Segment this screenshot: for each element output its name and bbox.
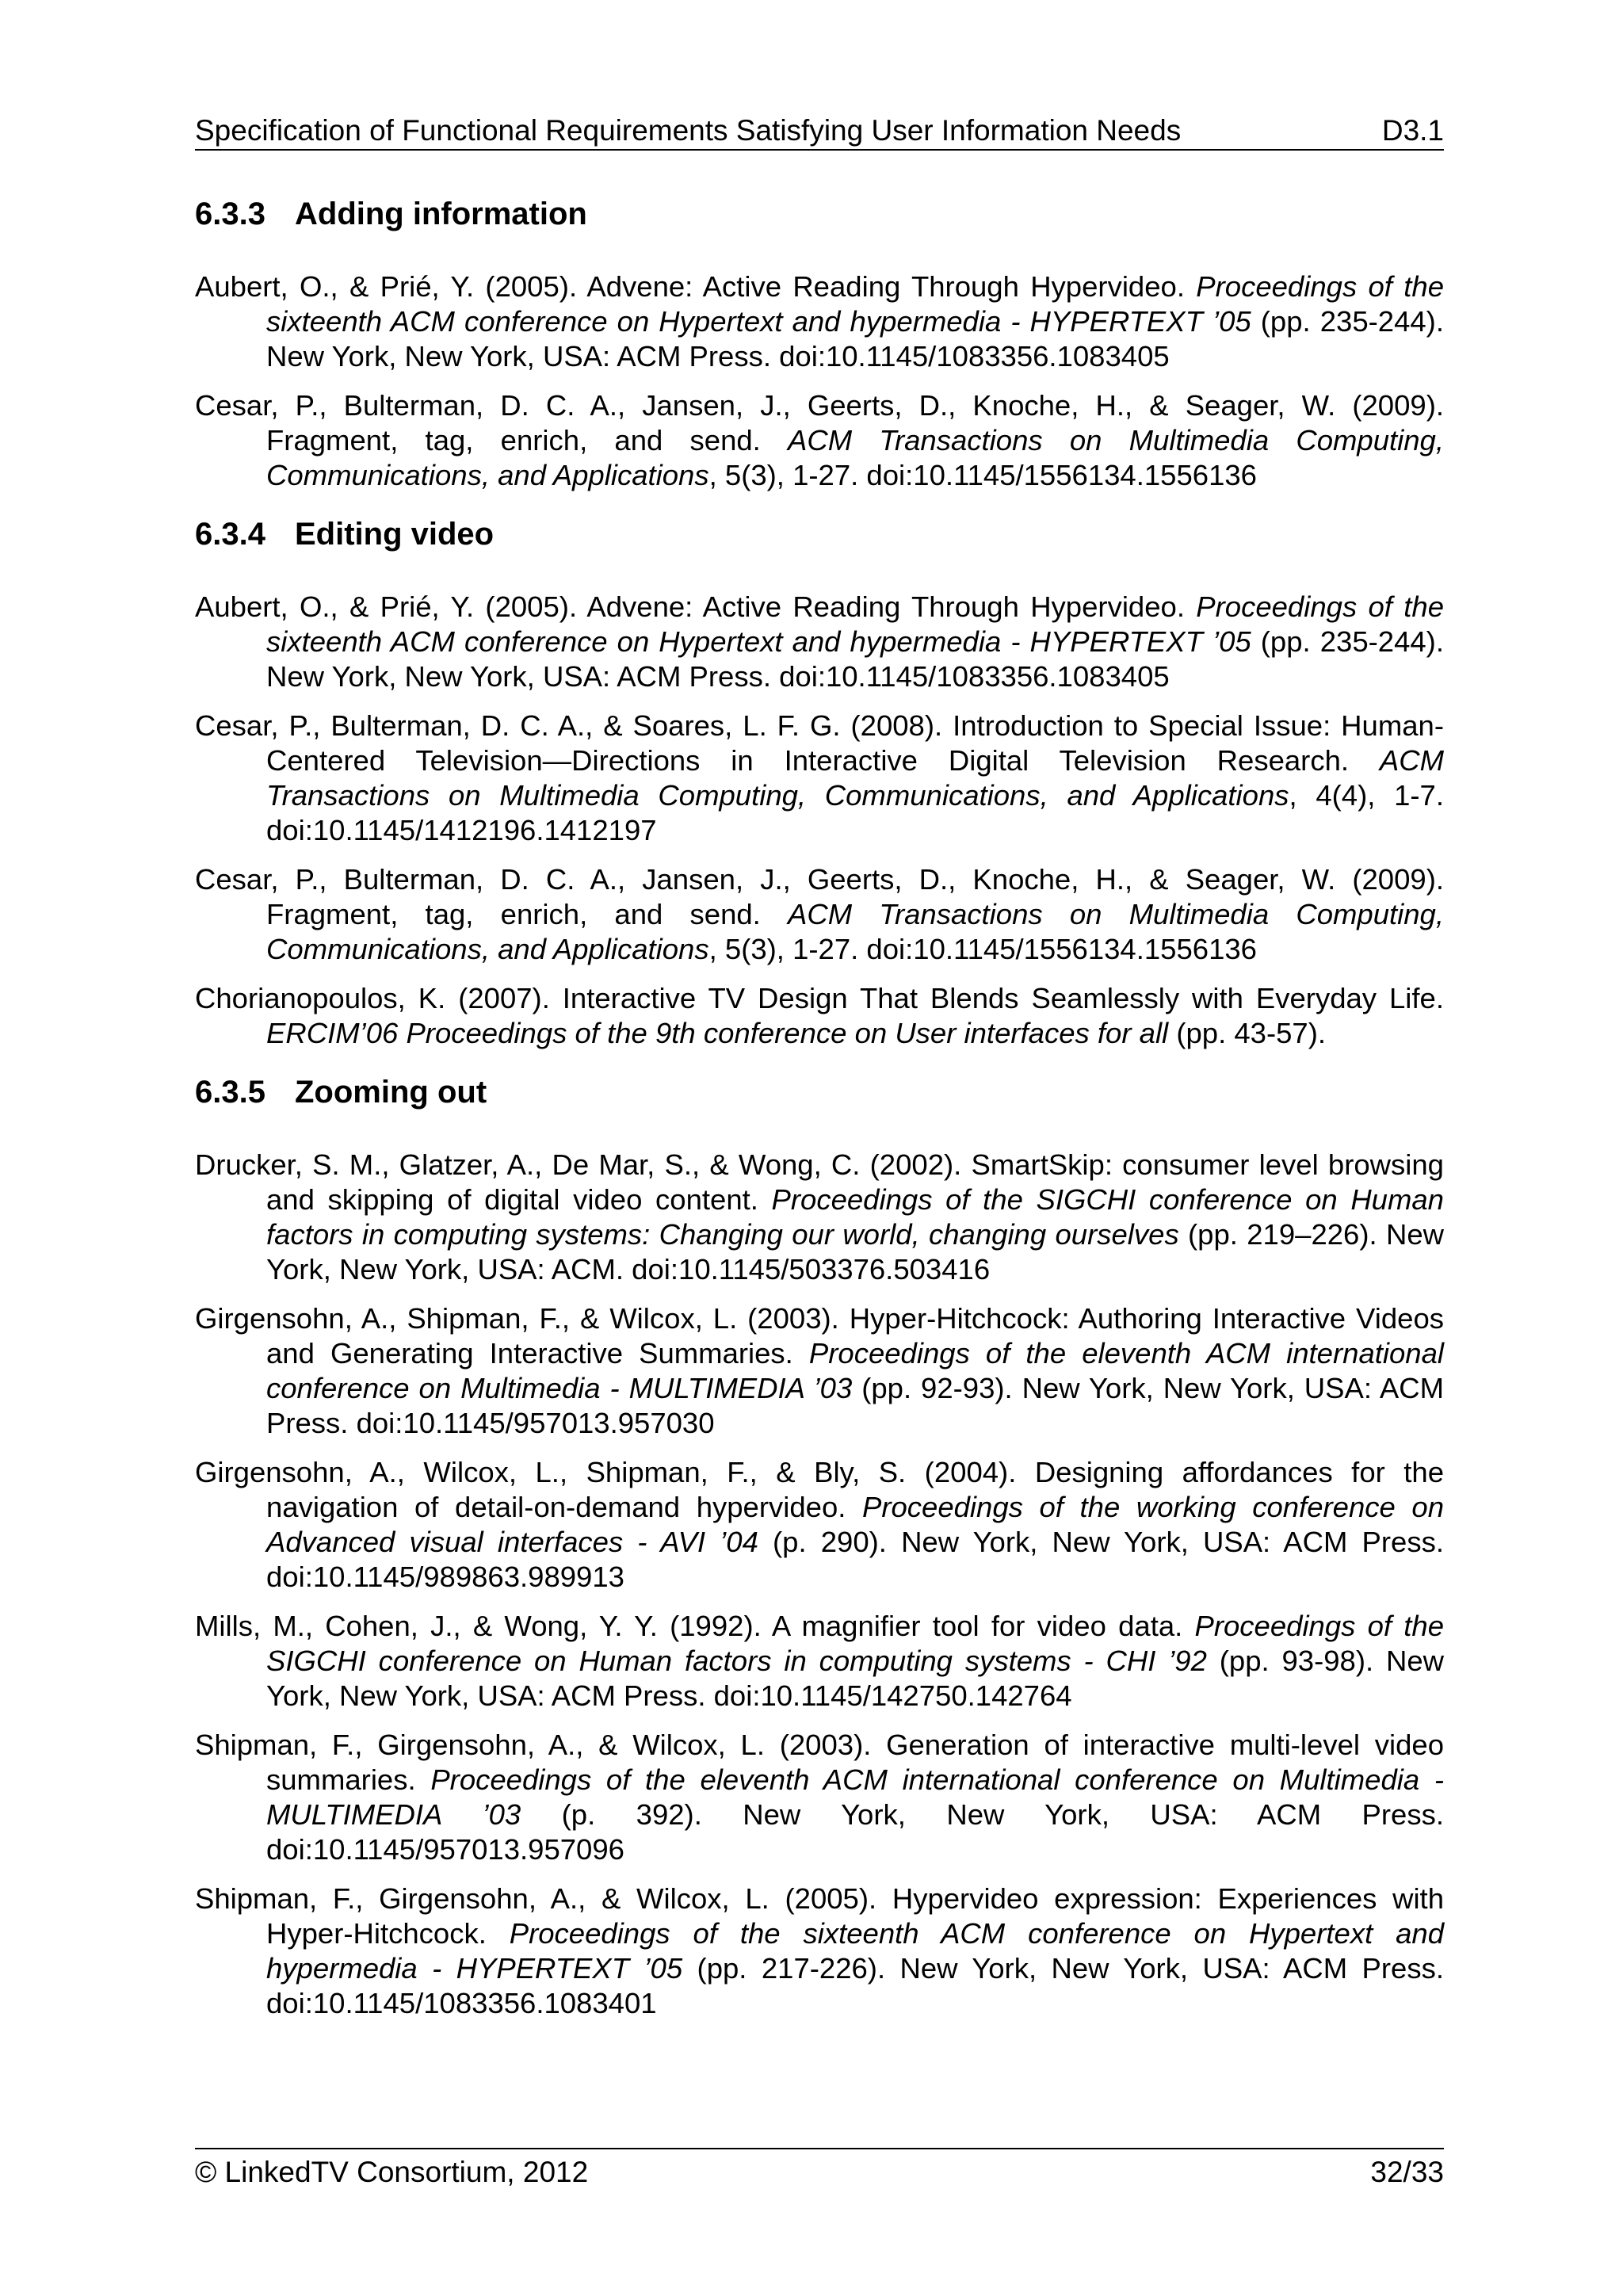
reference-entry: Cesar, P., Bulterman, D. C. A., Jansen, J., Geerts, D., Knoche, H., & Seager, W. (2009). Fragment, tag, enrich, and send. ACM Transactions on Multimedia Computing, Communications, and Applications, 5(3), 1-27. doi:10.1145/1556134.1556136 [195, 389, 1444, 491]
reference-entry: Girgensohn, A., Wilcox, L., Shipman, F., & Bly, S. (2004). Designing affordances for the navigation of detail-on-demand hypervideo. Proceedings of the working conference on Advanced visual interfaces - AVI ’04 (p. 290). New York, New York, USA: ACM Press. doi:10.1145/989863.989913 [195, 1456, 1444, 1593]
page-number: 32/33 [1370, 2156, 1444, 2188]
page-header [195, 111, 1444, 151]
document-id: D3.1 [1381, 114, 1444, 147]
references-content [195, 193, 1444, 2042]
reference-entry: Girgensohn, A., Shipman, F., & Wilcox, L. (2003). Hyper-Hitchcock: Authoring Interactive Videos and Generating Interactive Summaries. Proceedings of the eleventh ACM international conference on Multimedia - MULTIMEDIA ’03 (pp. 92-93). New York, New York, USA: ACM Press. doi:10.1145/957013.957030 [195, 1302, 1444, 1439]
document-title: Specification of Functional Requirements Satisfying User Information Needs [195, 114, 1182, 147]
copyright-notice: © LinkedTV Consortium, 2012 [195, 2156, 589, 2188]
section-adding-information [195, 193, 1444, 493]
section-heading: 6.3.5 Zooming out [195, 1075, 487, 1110]
page-footer [195, 2148, 1444, 2189]
section-heading: 6.3.4 Editing video [195, 517, 495, 552]
reference-entry: Drucker, S. M., Glatzer, A., De Mar, S., & Wong, C. (2002). SmartSkip: consumer level browsing and skipping of digital video content. Proceedings of the SIGCHI conference on Human factors in computing systems: Changing our world, changing ourselves (pp. 219–226). New York, New York, USA: ACM. doi:10.1145/503376.503416 [195, 1148, 1444, 1286]
reference-entry: Aubert, O., & Prié, Y. (2005). Advene: Active Reading Through Hypervideo. Proceedings of the sixteenth ACM conference on Hypertext and hypermedia - HYPERTEXT ’05 (pp. 235-244). New York, New York, USA: ACM Press. doi:10.1145/1083356.1083405 [195, 590, 1444, 693]
reference-entry: Cesar, P., Bulterman, D. C. A., & Soares, L. F. G. (2008). Introduction to Special Issue: Human-Centered Television—Directions in Interactive Digital Television Research. ACM Transactions on Multimedia Computing, Communications, and Applications, 4(4), 1-7. doi:10.1145/1412196.1412197 [195, 709, 1444, 846]
reference-entry: Mills, M., Cohen, J., & Wong, Y. Y. (1992). A magnifier tool for video data. Proceedings of the SIGCHI conference on Human factors in computing systems - CHI ’92 (pp. 93-98). New York, New York, USA: ACM Press. doi:10.1145/142750.142764 [195, 1610, 1445, 1712]
section-zooming-out [195, 1072, 1444, 2021]
section-editing-video [195, 514, 1444, 1051]
reference-entry: Cesar, P., Bulterman, D. C. A., Jansen, J., Geerts, D., Knoche, H., & Seager, W. (2009). Fragment, tag, enrich, and send. ACM Transactions on Multimedia Computing, Communications, and Applications, 5(3), 1-27. doi:10.1145/1556134.1556136 [195, 863, 1444, 965]
reference-entry: Aubert, O., & Prié, Y. (2005). Advene: Active Reading Through Hypervideo. Proceedings of the sixteenth ACM conference on Hypertext and hypermedia - HYPERTEXT ’05 (pp. 235-244). New York, New York, USA: ACM Press. doi:10.1145/1083356.1083405 [195, 270, 1444, 372]
reference-entry: Shipman, F., Girgensohn, A., & Wilcox, L. (2003). Generation of interactive multi-level video summaries. Proceedings of the eleventh ACM international conference on Multimedia - MULTIMEDIA ’03 (p. 392). New York, New York, USA: ACM Press. doi:10.1145/957013.957096 [195, 1729, 1444, 1866]
section-heading: 6.3.3 Adding information [195, 197, 587, 231]
reference-entry: Chorianopoulos, K. (2007). Interactive TV Design That Blends Seamlessly with Everyday Life. ERCIM’06 Proceedings of the 9th conference on User interfaces for all (pp. 43-57). [195, 982, 1444, 1049]
reference-entry: Shipman, F., Girgensohn, A., & Wilcox, L. (2005). Hypervideo expression: Experiences with Hyper-Hitchcock. Proceedings of the sixteenth ACM conference on Hypertext and hypermedia - HYPERTEXT ’05 (pp. 217-226). New York, New York, USA: ACM Press. doi:10.1145/1083356.1083401 [195, 1882, 1444, 2019]
